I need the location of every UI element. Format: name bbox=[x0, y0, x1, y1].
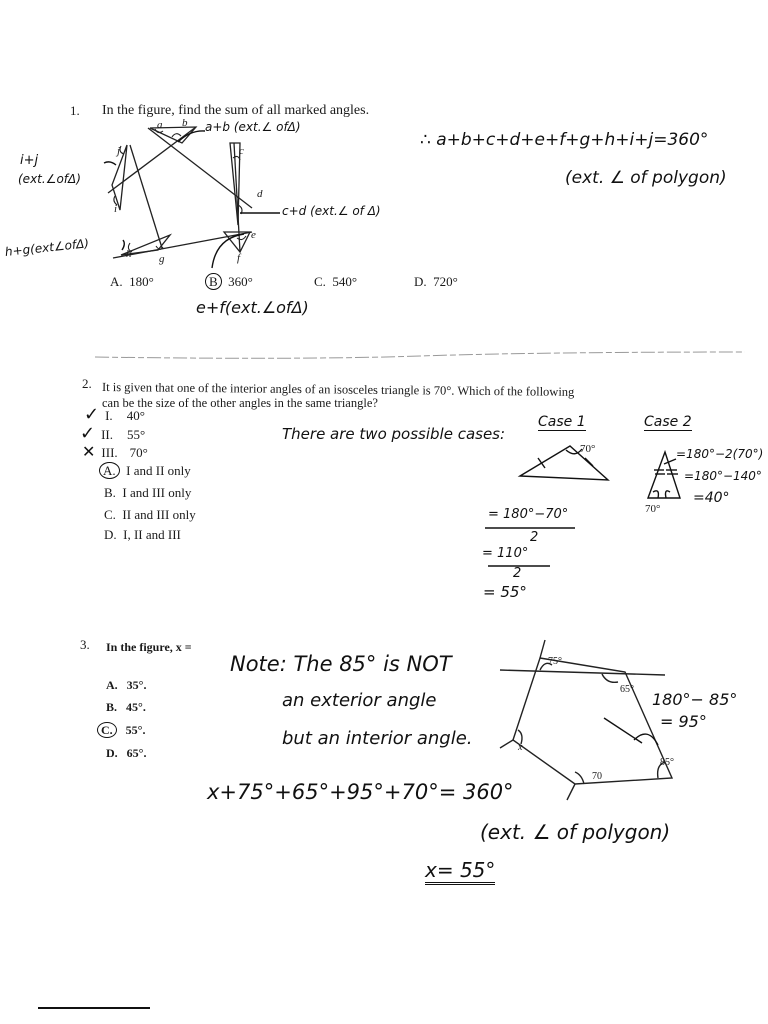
q2-angle-70-case1: 70° bbox=[580, 443, 596, 455]
q1-option-c-value: 540° bbox=[332, 274, 358, 289]
q2-note-cases: There are two possible cases: bbox=[282, 425, 506, 443]
q1-note-ab: a+b (ext.∠ ofΔ) bbox=[205, 120, 301, 134]
q3-option-d-value: 65°. bbox=[126, 746, 147, 760]
q3-option-b-value: 45°. bbox=[126, 700, 146, 714]
q1-label-c: c bbox=[239, 145, 244, 157]
q3-angle-75: 75° bbox=[548, 656, 562, 667]
q3-reason: (ext. ∠ of polygon) bbox=[480, 820, 671, 844]
q1-option-d-value: 720° bbox=[433, 274, 458, 289]
q1-note-ij-1: i+j bbox=[20, 153, 39, 168]
q1-label-h: h bbox=[126, 248, 132, 260]
q1-option-d-letter: D. bbox=[414, 274, 427, 289]
q2-calc2-c: =40° bbox=[693, 490, 730, 506]
q2-check-1: ✓ bbox=[84, 404, 100, 425]
q2-value-3: 70° bbox=[129, 445, 148, 460]
q3-option-a-value: 35°. bbox=[126, 678, 147, 692]
q3-angle-x: x bbox=[518, 742, 523, 753]
q1-option-c-letter: C. bbox=[314, 274, 326, 289]
q3-number: 3. bbox=[80, 637, 90, 652]
q2-case2: Case 2 bbox=[644, 414, 692, 430]
q2-roman-1: I. bbox=[105, 408, 113, 423]
q2-calc1-b: 2 bbox=[530, 530, 539, 545]
q3-note-2: an exterior angle bbox=[282, 690, 437, 711]
q2-calc1-a: = 180°−70° bbox=[488, 507, 569, 522]
q1-label-j: j bbox=[117, 145, 121, 157]
q3-option-b-letter: B. bbox=[106, 700, 118, 714]
footnote-rule bbox=[38, 1007, 150, 1009]
q3-note-1: Note: The 85° is NOT bbox=[230, 652, 452, 676]
q2-option-c-text: II and III only bbox=[122, 507, 196, 522]
q2-line1: It is given that one of the interior angles of an isosceles triangle is 70°. Which of the following bbox=[101, 380, 575, 399]
q1-option-b-letter: B bbox=[205, 273, 222, 290]
q3-option-c-value: 55°. bbox=[125, 723, 146, 737]
q2-roman-2: II. bbox=[101, 427, 114, 442]
q1-option-b-value: 360° bbox=[228, 274, 253, 289]
q2-check-2: ✓ bbox=[80, 423, 96, 444]
q2-calc2-a: =180°−2(70°) bbox=[676, 447, 764, 461]
q2-calc1-e: = 55° bbox=[483, 583, 527, 601]
q1-note-hg: h+g(ext∠ofΔ) bbox=[4, 236, 90, 259]
q2-cross-3: ✕ bbox=[82, 442, 96, 461]
q2-option-c-letter: C. bbox=[104, 507, 116, 522]
q2-calc1-c: = 110° bbox=[482, 546, 529, 561]
q2-option-a-letter: A. bbox=[99, 462, 120, 479]
q2-case1: Case 1 bbox=[538, 414, 586, 430]
q2-calc2-b: =180°−140° bbox=[684, 469, 762, 483]
q3-answer: x= 55° bbox=[425, 858, 495, 885]
q1-number: 1. bbox=[70, 103, 80, 118]
q2-angle-70-case2: 70° bbox=[645, 503, 661, 515]
q1-note-ij-2: (ext.∠ofΔ) bbox=[18, 172, 81, 186]
q1-label-e: e bbox=[251, 229, 256, 241]
q3-option-d-letter: D. bbox=[106, 746, 118, 760]
q1-label-a: a bbox=[157, 119, 163, 131]
q2-value-1: 40° bbox=[126, 408, 145, 423]
q1-label-b: b bbox=[182, 117, 188, 129]
q2-option-d-text: I, II and III bbox=[123, 527, 181, 542]
q1-note-sum: ∴ a+b+c+d+e+f+g+h+i+j=360° bbox=[420, 130, 709, 150]
q1-label-f: f bbox=[237, 252, 241, 264]
q2-option-d-letter: D. bbox=[104, 527, 117, 542]
q1-note-cd: c+d (ext.∠ of Δ) bbox=[282, 204, 381, 218]
q1-label-i: i bbox=[114, 203, 118, 215]
q3-angle-85: 85° bbox=[660, 757, 674, 768]
q1-note-ef: e+f(ext.∠ofΔ) bbox=[196, 298, 309, 317]
q3-note-3: but an interior angle. bbox=[282, 728, 473, 749]
q2-option-b-text: I and III only bbox=[122, 485, 192, 500]
q2-calc1-d: 2 bbox=[513, 566, 522, 581]
q2-option-b-letter: B. bbox=[104, 485, 116, 500]
q3-calc-a: 180°− 85° bbox=[652, 690, 738, 709]
q3-question: In the figure, x = bbox=[106, 640, 192, 654]
q3-option-a-letter: A. bbox=[106, 678, 118, 692]
q3-option-c-letter: C. bbox=[97, 722, 117, 738]
q2-number: 2. bbox=[82, 376, 92, 391]
q3-angle-65: 65° bbox=[620, 684, 634, 695]
q1-option-a-value: 180° bbox=[129, 274, 154, 289]
q2-roman-3: III. bbox=[101, 445, 118, 460]
q1-option-a-letter: A. bbox=[110, 274, 123, 289]
q1-label-d: d bbox=[257, 188, 263, 200]
q1-note-reason: (ext. ∠ of polygon) bbox=[565, 168, 727, 188]
q3-equation: x+75°+65°+95°+70°= 360° bbox=[207, 780, 514, 804]
q1-label-g: g bbox=[159, 253, 165, 265]
q2-line2: can be the size of the other angles in the same triangle? bbox=[102, 396, 378, 410]
q3-calc-b: = 95° bbox=[660, 712, 707, 731]
q2-option-a-text: I and II only bbox=[126, 463, 191, 478]
q3-angle-70: 70 bbox=[592, 771, 602, 782]
q1-question: In the figure, find the sum of all marked angles. bbox=[102, 103, 370, 118]
q2-value-2: 55° bbox=[127, 427, 146, 442]
